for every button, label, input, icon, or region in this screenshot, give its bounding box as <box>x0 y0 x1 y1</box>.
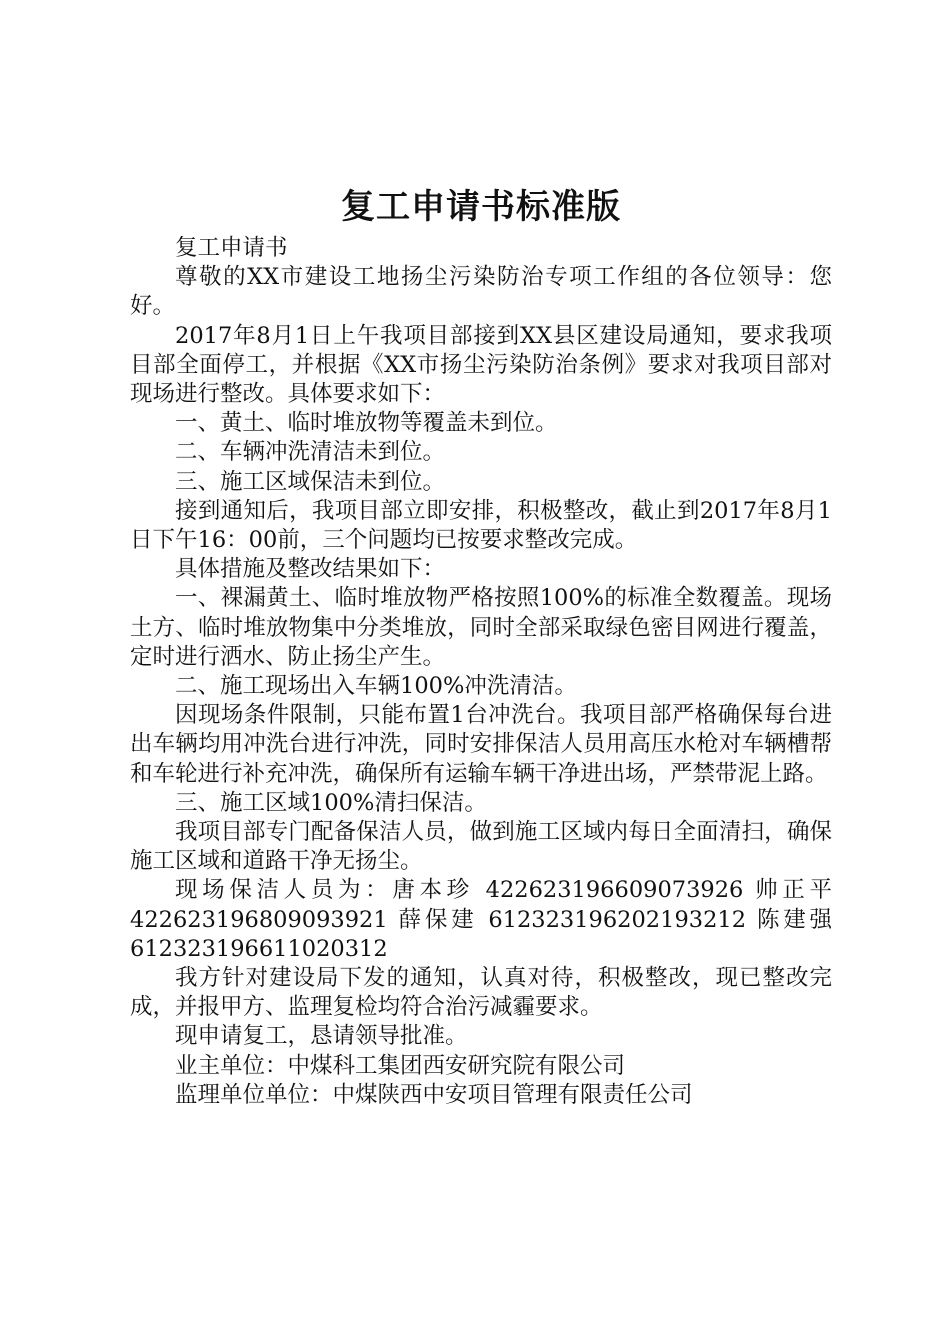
paragraph-measure-3-detail: 我项目部专门配备保洁人员，做到施工区域内每日全面清扫，确保施工区域和道路干净无扬尘。 <box>130 819 832 875</box>
paragraph-issue-2: 二、车辆冲洗清洁未到位。 <box>175 439 446 466</box>
paragraph-notice: 2017年8月1日上午我项目部接到XX县区建设局通知，要求我项目部全面停工，并根据《XX市扬尘污染防治条例》要求对我项目部对现场进行整改。具体要求如下： <box>130 322 832 408</box>
document-title: 复工申请书标准版 <box>341 187 621 227</box>
paragraph-owner-unit: 业主单位：中煤科工集团西安研究院有限公司 <box>175 1052 626 1079</box>
paragraph-cleaning-staff: 现场保洁人员为：唐本珍 422623196609073926 帅正平 422623196809093921 薛保建 612323196202193212 陈建强 612323196611020312 <box>130 877 832 962</box>
paragraph-measures-intro: 具体措施及整改结果如下： <box>175 556 446 583</box>
document-body <box>130 234 832 1110</box>
paragraph-measure-3-title: 三、施工区域100%清扫保洁。 <box>175 789 487 816</box>
paragraph-summary: 我方针对建设局下发的通知，认真对待，积极整改，现已整改完成，并报甲方、监理复检均符合治污减霾要求。 <box>130 965 832 1021</box>
document-page <box>130 182 832 1110</box>
paragraph-response: 接到通知后，我项目部立即安排，积极整改，截止到2017年8月1日下午16：00前，三个问题均已按要求整改完成。 <box>130 497 832 554</box>
paragraph-supervisor-unit: 监理单位单位：中煤陕西中安项目管理有限责任公司 <box>175 1081 693 1108</box>
paragraph-salutation: 尊敬的XX市建设工地扬尘污染防治专项工作组的各位领导：您好。 <box>130 264 832 320</box>
paragraph-issue-3: 三、施工区域保洁未到位。 <box>175 468 446 495</box>
paragraph-measure-2-title: 二、施工现场出入车辆100%冲洗清洁。 <box>175 673 577 700</box>
paragraph-heading: 复工申请书 <box>175 235 288 261</box>
paragraph-issue-1: 一、黄土、临时堆放物等覆盖未到位。 <box>175 410 558 437</box>
paragraph-measure-1: 一、裸漏黄土、临时堆放物严格按照100%的标准全数覆盖。现场土方、临时堆放物集中分类堆放，同时全部采取绿色密目网进行覆盖，定时进行洒水、防止扬尘产生。 <box>130 585 832 670</box>
paragraph-measure-2-detail: 因现场条件限制，只能布置1台冲洗台。我项目部严格确保每台进出车辆均用冲洗台进行冲洗，同时安排保洁人员用高压水枪对车辆槽帮和车轮进行补充冲洗，确保所有运输车辆干净进出场，严禁带泥上路。 <box>130 702 832 787</box>
paragraph-request: 现申请复工，恳请领导批准。 <box>175 1023 468 1050</box>
